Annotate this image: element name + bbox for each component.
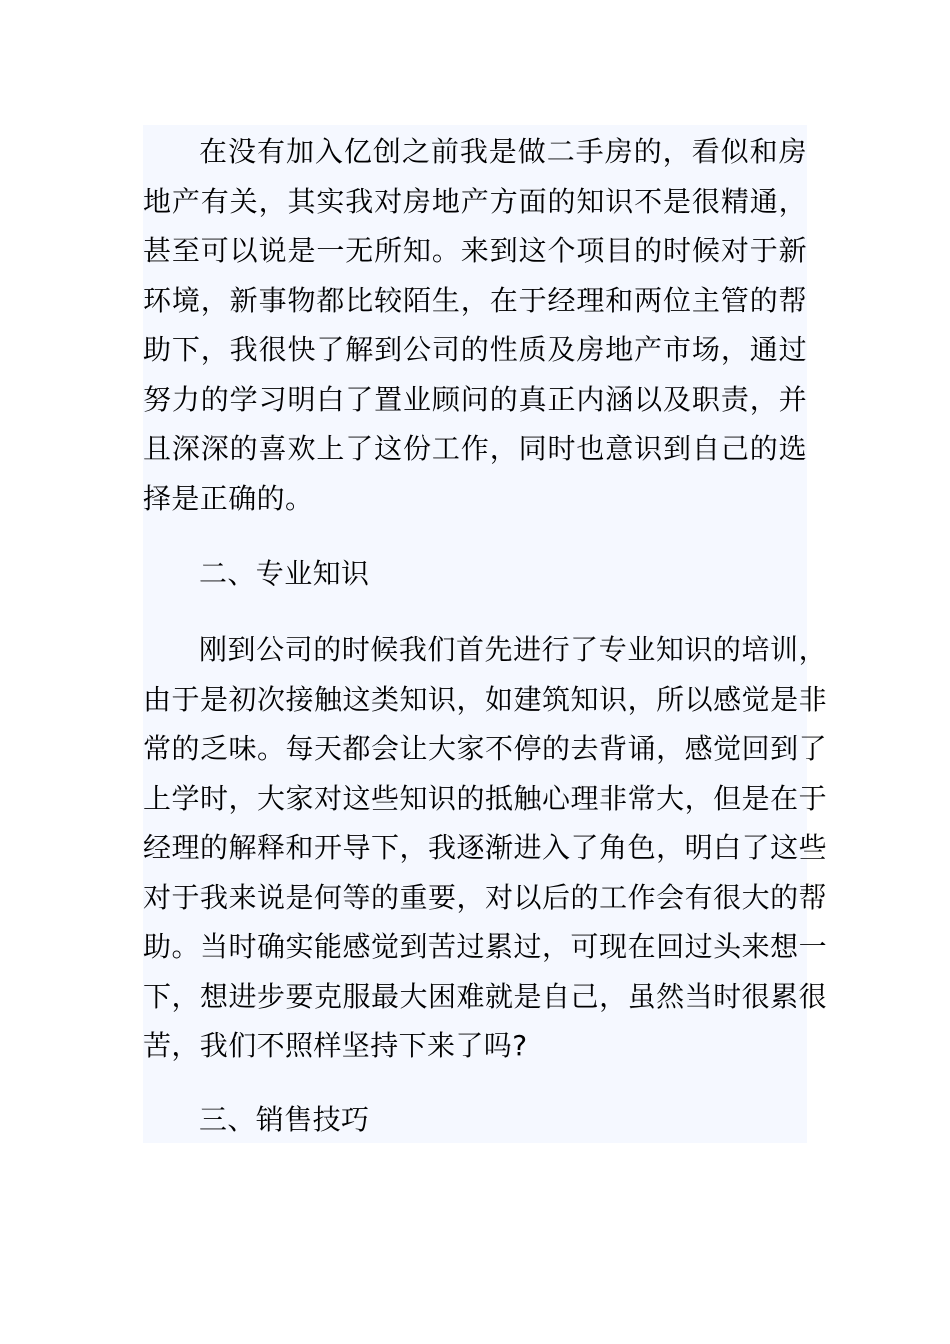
section-heading-sales-skills: 三、销售技巧 [199,1103,370,1136]
text-block [143,125,827,1143]
paragraph-intro: 在没有加入亿创之前我是做二手房的，看似和房地产有关，其实我对房地产方面的知识不是很精通，甚至可以说是一无所知。来到这个项目的时候对于新环境，新事物都比较陌生，在于经理和两位主管的帮助下，我很快了解到公司的性质及房地产市场，通过努力的学习明白了置业顾问的真正内涵以及职责，并且深深的喜欢上了这份工作，同时也意识到自己的选择是正确的。 [143,135,807,515]
paragraph-professional-knowledge: 刚到公司的时候我们首先进行了专业知识的培训，由于是初次接触这类知识，如建筑知识，所以感觉是非常的乏味。每天都会让大家不停的去背诵，感觉回到了上学时，大家对这些知识的抵触心理非常大，但是在于经理的解释和开导下，我逐渐进入了角色，明白了这些对于我来说是何等的重要，对以后的工作会有很大的帮助。当时确实能感觉到苦过累过，可现在回过头来想一下，想进步要克服最大困难就是自己，虽然当时很累很苦，我们不照样坚持下来了吗? [143,633,827,1062]
section-heading-professional-knowledge: 二、专业知识 [199,557,370,590]
